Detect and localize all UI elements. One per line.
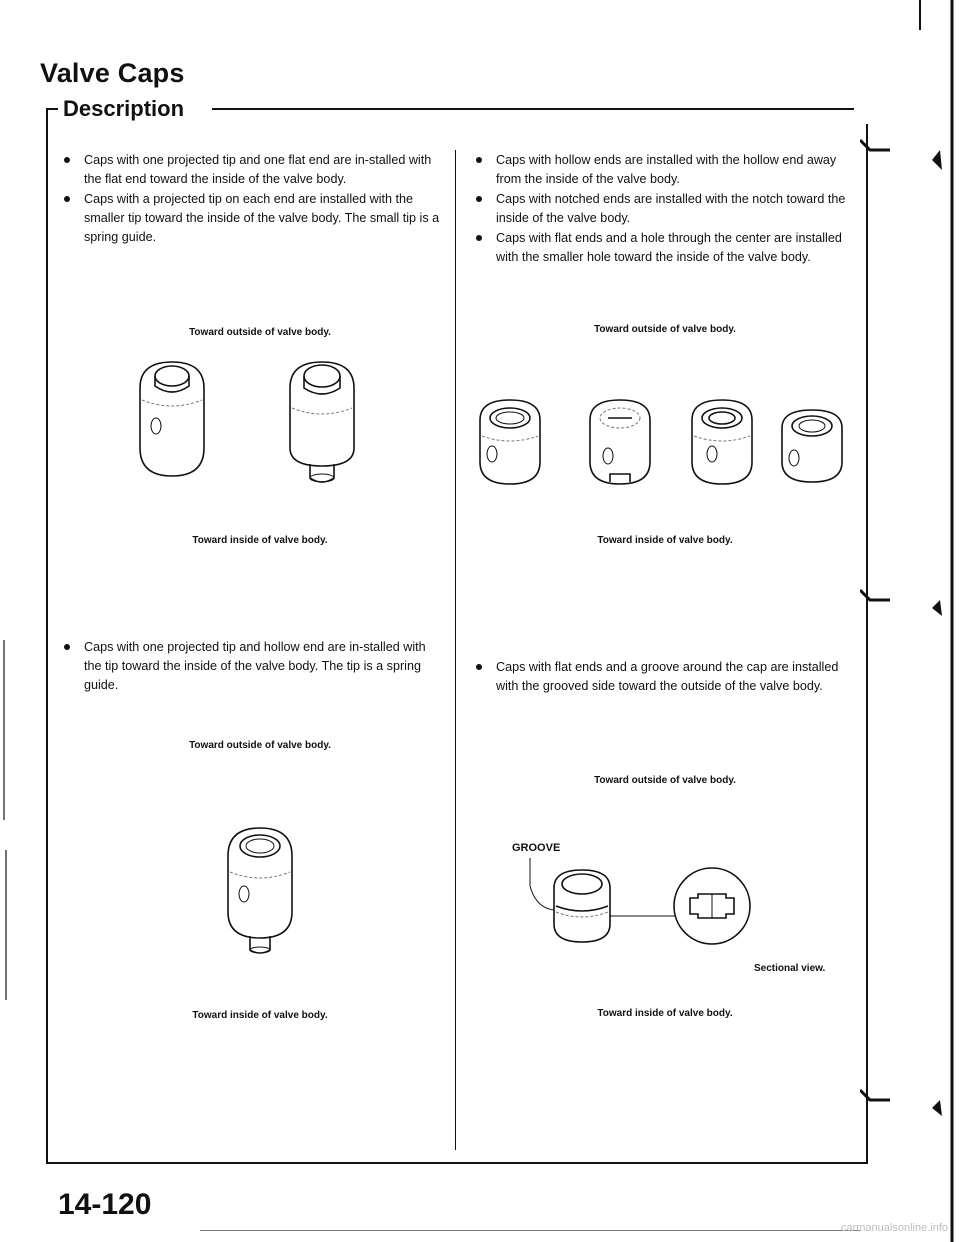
column-divider bbox=[455, 150, 456, 1150]
cap-two-tips-icon bbox=[290, 362, 354, 482]
cap-notched-end-icon bbox=[590, 400, 650, 484]
binding-edge-icon bbox=[920, 0, 952, 1242]
left-margin-marks bbox=[0, 600, 10, 1020]
cap-hollow-end-icon bbox=[480, 400, 540, 484]
watermark: carmanualsonline.info bbox=[840, 1222, 948, 1234]
page-title: Valve Caps bbox=[40, 58, 185, 88]
section-title: Description bbox=[63, 96, 185, 121]
sectional-view-icon bbox=[674, 868, 750, 944]
fig3-cap-illustrations bbox=[466, 396, 856, 496]
fig3-bottom-caption: Toward inside of valve body. bbox=[597, 535, 733, 546]
list-item: Caps with notched ends are installed with the notch toward the inside of the valve body. bbox=[474, 190, 846, 228]
right-bullets-2 bbox=[474, 658, 846, 697]
fig2-top-caption: Toward outside of valve body. bbox=[189, 740, 331, 751]
cap-hole-through-center-icon bbox=[692, 400, 752, 484]
list-item: Caps with a projected tip on each end are installed with the smaller tip toward the inside of the valve body. The small tip is a spring guide. bbox=[62, 190, 442, 247]
fig2-bottom-caption: Toward inside of valve body. bbox=[192, 1010, 328, 1021]
footer-rule bbox=[200, 1230, 860, 1231]
list-item: Caps with one projected tip and hollow end are in-stalled with the tip toward the inside of the valve body. The tip is a spring guide. bbox=[62, 638, 442, 695]
tab-arrow-icon bbox=[860, 140, 942, 170]
section-rule bbox=[212, 108, 854, 110]
fig2-cap-illustration bbox=[210, 816, 310, 966]
margin-marks bbox=[860, 0, 960, 1242]
leader-line-icon bbox=[530, 858, 554, 910]
cap-one-tip-flat-end-icon bbox=[140, 362, 204, 476]
section-rule-left-drop bbox=[46, 108, 48, 124]
tab-arrow-icon bbox=[860, 590, 942, 616]
cap-short-hole-icon bbox=[782, 410, 842, 482]
fig1-bottom-caption: Toward inside of valve body. bbox=[192, 535, 328, 546]
list-item: Caps with hollow ends are installed with the hollow end away from the inside of the valve body. bbox=[474, 151, 846, 189]
list-item: Caps with one projected tip and one flat end are in-stalled with the flat end toward the inside of the valve body. bbox=[62, 151, 442, 189]
fig4-groove-illustration bbox=[500, 856, 840, 956]
list-item: Caps with flat ends and a groove around the cap are installed with the grooved side toward the outside of the valve body. bbox=[474, 658, 846, 696]
tab-arrow-icon bbox=[860, 1090, 942, 1116]
left-bullets-2 bbox=[62, 638, 442, 696]
right-bullets-1 bbox=[474, 151, 846, 268]
fig3-top-caption: Toward outside of valve body. bbox=[594, 324, 736, 335]
sectional-view-caption: Sectional view. bbox=[754, 963, 826, 974]
list-item: Caps with flat ends and a hole through the center are installed with the smaller hole toward the inside of the valve body. bbox=[474, 229, 846, 267]
fig4-top-caption: Toward outside of valve body. bbox=[594, 775, 736, 786]
groove-label: GROOVE bbox=[512, 842, 561, 854]
fig4-bottom-caption: Toward inside of valve body. bbox=[597, 1008, 733, 1019]
left-bullets-1 bbox=[62, 151, 442, 248]
cap-tip-hollow-end-icon bbox=[228, 828, 292, 953]
fig1-top-caption: Toward outside of valve body. bbox=[189, 327, 331, 338]
cap-grooved-icon bbox=[554, 870, 610, 942]
fig1-cap-illustrations bbox=[120, 348, 400, 498]
page-number: 14-120 bbox=[58, 1188, 152, 1221]
